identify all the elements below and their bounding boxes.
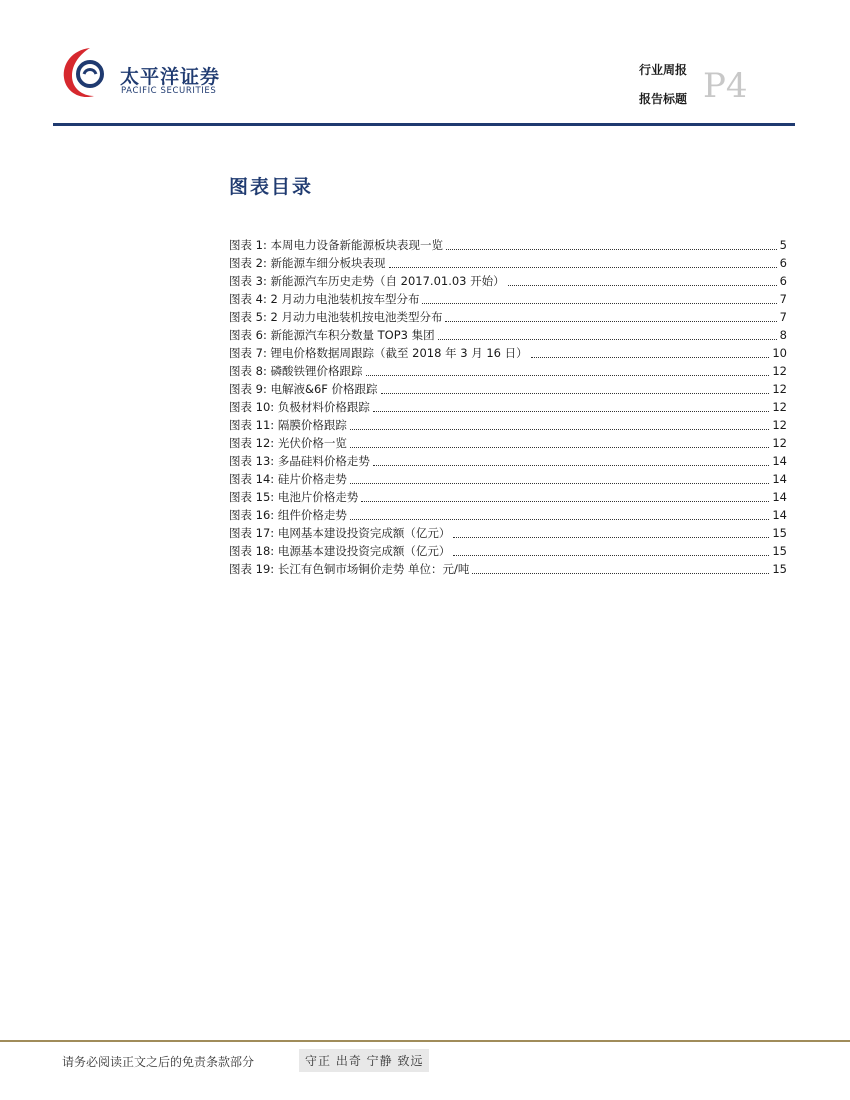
toc-entry-page[interactable]: 12 [772,436,787,450]
toc-entry-page[interactable]: 7 [779,292,787,306]
toc-entry-label[interactable]: 图表 18: 电源基本建设投资完成额（亿元） [229,544,451,558]
toc-entry[interactable] [229,308,787,326]
toc-entry-page[interactable]: 10 [772,346,787,360]
toc-entry-label[interactable]: 图表 17: 电网基本建设投资完成额（亿元） [229,526,451,540]
brand-name-en: PACIFIC SECURITIES [121,86,217,96]
toc-leader-dots [389,266,777,268]
toc-entry[interactable] [229,524,787,542]
toc-entry[interactable] [229,362,787,380]
toc-leader-dots [350,428,770,430]
toc-leader-dots [508,284,777,286]
toc-entry-page[interactable]: 12 [772,400,787,414]
toc-entry-label[interactable]: 图表 19: 长江有色铜市场铜价走势 单位：元/吨 [229,562,470,576]
toc-leader-dots [531,356,770,358]
footer-disclaimer: 请务必阅读正文之后的免责条款部分 [62,1055,255,1069]
toc-entry[interactable] [229,452,787,470]
toc-entry-label[interactable]: 图表 16: 组件价格走势 [229,508,347,522]
toc-entry-page[interactable]: 14 [772,454,787,468]
toc-entry-label[interactable]: 图表 1: 本周电力设备新能源板块表现一览 [229,238,444,252]
brand-name-cn: 太平洋证券 [120,66,221,88]
toc-entry-page[interactable]: 5 [779,238,787,252]
toc-entry-page[interactable]: 14 [772,472,787,486]
toc-leader-dots [361,500,769,502]
toc-entry-label[interactable]: 图表 9: 电解液&6F 价格跟踪 [229,382,378,396]
toc-leader-dots [453,536,769,538]
toc-entry[interactable] [229,326,787,344]
footer-divider [0,1040,850,1042]
report-type: 行业周报 [638,63,687,77]
toc-entry-label[interactable]: 图表 7: 锂电价格数据周跟踪（截至 2018 年 3 月 16 日） [229,346,528,360]
toc-entry[interactable] [229,344,787,362]
toc-leader-dots [446,248,777,250]
toc-entry[interactable] [229,542,787,560]
toc-entry-label[interactable]: 图表 14: 硅片价格走势 [229,472,347,486]
toc-entry[interactable] [229,272,787,290]
toc-entry-label[interactable]: 图表 2: 新能源车细分板块表现 [229,256,386,270]
toc-leader-dots [445,320,776,322]
toc-entry-label[interactable]: 图表 10: 负极材料价格跟踪 [229,400,370,414]
toc-leader-dots [373,410,770,412]
toc-entry-label[interactable]: 图表 6: 新能源汽车积分数量 TOP3 集团 [229,328,435,342]
toc-entry[interactable] [229,236,787,254]
toc-leader-dots [422,302,776,304]
toc-entry[interactable] [229,398,787,416]
toc-entry-label[interactable]: 图表 5: 2 月动力电池装机按电池类型分布 [229,310,443,324]
toc-entry-label[interactable]: 图表 12: 光伏价格一览 [229,436,347,450]
page-number: P4 [703,66,748,106]
toc-entry[interactable] [229,488,787,506]
toc-entry-page[interactable]: 15 [772,526,787,540]
toc-entry-page[interactable]: 6 [779,256,787,270]
toc-entry-page[interactable]: 12 [772,364,787,378]
toc-entry-page[interactable]: 12 [772,418,787,432]
toc-list [229,236,787,578]
toc-leader-dots [373,464,770,466]
toc-entry[interactable] [229,380,787,398]
toc-entry[interactable] [229,560,787,578]
toc-entry[interactable] [229,254,787,272]
footer-slogan: 守正 出奇 宁静 致远 [299,1049,429,1072]
toc-leader-dots [381,392,770,394]
toc-leader-dots [350,482,770,484]
toc-entry[interactable] [229,290,787,308]
toc-entry-page[interactable]: 14 [772,508,787,522]
toc-entry-page[interactable]: 15 [772,562,787,576]
header-divider [53,123,795,126]
toc-entry-page[interactable]: 15 [772,544,787,558]
toc-entry-label[interactable]: 图表 4: 2 月动力电池装机按车型分布 [229,292,420,306]
toc-leader-dots [472,572,769,574]
toc-entry-page[interactable]: 14 [772,490,787,504]
toc-entry-label[interactable]: 图表 11: 隔膜价格跟踪 [229,418,347,432]
toc-entry-page[interactable]: 6 [779,274,787,288]
toc-entry[interactable] [229,434,787,452]
toc-leader-dots [438,338,777,340]
pacific-securities-logo-icon [60,44,112,100]
toc-entry-page[interactable]: 8 [779,328,787,342]
toc-entry[interactable] [229,506,787,524]
toc-entry-label[interactable]: 图表 13: 多晶硅料价格走势 [229,454,370,468]
toc-entry-label[interactable]: 图表 8: 磷酸铁锂价格跟踪 [229,364,363,378]
toc-entry-label[interactable]: 图表 3: 新能源汽车历史走势（自 2017.01.03 开始） [229,274,505,288]
toc-entry[interactable] [229,470,787,488]
toc-entry-page[interactable]: 7 [779,310,787,324]
toc-entry-label[interactable]: 图表 15: 电池片价格走势 [229,490,359,504]
toc-leader-dots [453,554,769,556]
toc-title: 图表目录 [229,176,314,198]
toc-leader-dots [350,518,770,520]
toc-entry-page[interactable]: 12 [772,382,787,396]
toc-entry[interactable] [229,416,787,434]
toc-leader-dots [366,374,770,376]
report-title: 报告标题 [638,92,687,106]
toc-leader-dots [350,446,770,448]
